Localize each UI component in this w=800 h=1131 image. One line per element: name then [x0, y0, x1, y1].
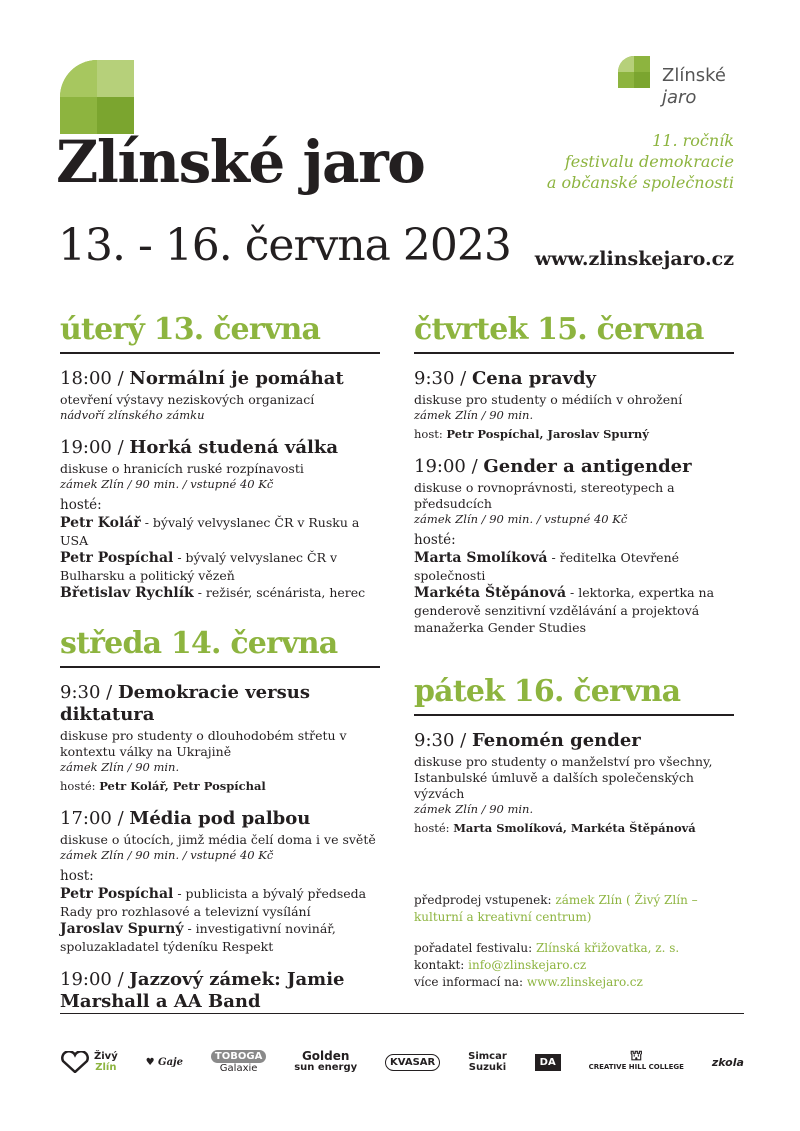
- event-title: [414, 368, 734, 390]
- sponsor-name: Simcar: [468, 1051, 507, 1062]
- event-place: zámek Zlín / 90 min. / vstupné 40 Kč: [60, 848, 274, 862]
- event: [60, 682, 380, 794]
- event-title: [414, 730, 734, 752]
- sponsor-logo: [588, 1048, 684, 1073]
- sponsor-name: CREATIVE HILL COLLEGE: [588, 1063, 684, 1071]
- event-hosts: [414, 820, 734, 836]
- guest: [414, 549, 734, 584]
- event-name: Fenomén gender: [471, 730, 641, 751]
- event: [60, 437, 380, 602]
- sponsor-logo: [294, 1051, 357, 1073]
- guest-role: - režisér, scénárista, herec: [193, 585, 366, 600]
- guest: [60, 920, 380, 955]
- brand-logo-text: Zlínské: [662, 65, 726, 86]
- program-column-left: [60, 312, 380, 1013]
- event-description: diskuse pro studenty o dlouhodobém střetu v kontextu války na Ukrajině: [60, 728, 347, 759]
- event-name: Média pod palbou: [129, 808, 311, 829]
- event-description: otevření výstavy neziskových organizací: [60, 392, 315, 407]
- brand-logo: [618, 56, 738, 112]
- event-place: zámek Zlín / 90 min.: [414, 802, 534, 816]
- hosts-label: host:: [414, 427, 443, 441]
- guest-name: Markéta Štěpánová: [414, 585, 567, 601]
- organizer-label: pořadatel festivalu:: [414, 941, 533, 955]
- event-name: Demokracie versus diktatura: [60, 682, 310, 725]
- guest-name: Petr Pospíchal: [60, 886, 174, 902]
- event: [414, 730, 734, 836]
- organizer-value: Zlínská křižovatka, z. s.: [535, 941, 680, 955]
- event-name: Horká studená válka: [129, 437, 338, 458]
- page-title: Zlínské jaro: [56, 128, 425, 196]
- more-info-link[interactable]: www.zlinskejaro.cz: [526, 975, 643, 989]
- event-place: zámek Zlín / 90 min. / vstupné 40 Kč: [60, 477, 274, 491]
- sponsor-name: Golden: [301, 1049, 350, 1063]
- event-time: 19:00 /: [414, 456, 478, 477]
- event-time: 19:00 /: [60, 437, 124, 458]
- guest-name: Petr Pospíchal: [60, 550, 174, 566]
- tagline-line: festivalu demokracie: [564, 152, 734, 171]
- event-description: diskuse o hranicích ruské rozpínavosti: [60, 461, 304, 476]
- contact-email-link[interactable]: info@zlinskejaro.cz: [468, 958, 587, 972]
- sponsor-logos: [60, 1040, 744, 1084]
- heart-icon: [60, 1051, 90, 1073]
- sponsor-logo: [60, 1051, 118, 1073]
- event-title: [60, 682, 380, 726]
- sponsor-logo: [712, 1057, 744, 1068]
- event-place: zámek Zlín / 90 min.: [414, 408, 534, 422]
- sponsor-logo: [385, 1054, 440, 1071]
- event-time: 9:30 /: [60, 682, 113, 703]
- event: [60, 808, 380, 955]
- program-column-right: [414, 312, 734, 836]
- event-name: Jazzový zámek: Jamie Marshall a AA Band: [60, 969, 345, 1012]
- guests-label: host:: [60, 868, 94, 884]
- event-place: zámek Zlín / 90 min. / vstupné 40 Kč: [414, 512, 628, 526]
- website-link[interactable]: www.zlinskejaro.cz: [534, 248, 734, 270]
- guest: [60, 885, 380, 920]
- sponsor-logo: [146, 1057, 183, 1068]
- organizer-info: [414, 940, 744, 957]
- event-description: diskuse pro studenty o médiích v ohrožení: [414, 392, 683, 407]
- day-heading: úterý 13. června: [60, 312, 380, 354]
- event-place: zámek Zlín / 90 min.: [60, 760, 180, 774]
- guest-name: Petr Kolář: [60, 515, 141, 531]
- presale-info: [414, 892, 744, 926]
- event-time: 19:00 /: [60, 969, 124, 990]
- guests-label: hosté:: [414, 532, 456, 548]
- divider: [60, 1013, 744, 1014]
- event-title: [60, 808, 380, 830]
- festival-logo-icon: [60, 60, 134, 134]
- sponsor-name: DA: [535, 1054, 561, 1071]
- sponsor-logo: [211, 1050, 266, 1074]
- event-description: diskuse o rovnoprávnosti, stereotypech a předsudcích: [414, 480, 675, 511]
- event: [414, 456, 734, 636]
- event-title: [60, 368, 380, 390]
- day-heading: pátek 16. června: [414, 674, 734, 716]
- guest-name: Břetislav Rychlík: [60, 585, 194, 601]
- event-description: diskuse pro studenty o manželství pro všechny, Istanbulské úmluvě a dalších společenských výzvách: [414, 754, 713, 801]
- ticket-info: [414, 892, 744, 991]
- guest-name: Jaroslav Spurný: [60, 921, 184, 937]
- sponsor-name-2: Suzuki: [468, 1062, 507, 1073]
- hosts-label: hosté:: [414, 821, 450, 835]
- guests-label: hosté:: [60, 497, 102, 513]
- guest-role: - lektorka, expertka na genderově senzitivní vzdělávání a projektová manažerka Gender Studies: [414, 585, 715, 635]
- sponsor-name: KVASAR: [385, 1054, 440, 1071]
- brand-logo-icon: [618, 56, 650, 88]
- event: [60, 368, 380, 423]
- event-title: [60, 969, 380, 1013]
- sponsor-name-2: Galaxie: [219, 1063, 258, 1074]
- guest: [60, 549, 380, 584]
- contact-info: [414, 957, 744, 974]
- sponsor-name: zkola: [711, 1055, 744, 1069]
- event-title: [60, 437, 380, 459]
- event: [414, 368, 734, 442]
- more-label: více informací na:: [414, 975, 524, 989]
- more-info: [414, 974, 744, 991]
- event-name: Normální je pomáhat: [129, 368, 344, 389]
- event: [60, 969, 380, 1013]
- guest-role: - bývalý velvyslanec ČR v Rusku a USA: [60, 515, 360, 548]
- contact-label: kontakt:: [414, 958, 465, 972]
- festival-tagline: [547, 130, 734, 193]
- brand-logo-text-2: jaro: [662, 87, 697, 108]
- event-title: [414, 456, 734, 478]
- sponsor-logo: [468, 1051, 507, 1073]
- event-time: 9:30 /: [414, 368, 467, 389]
- guest: [60, 584, 380, 602]
- day-heading: čtvrtek 15. června: [414, 312, 734, 354]
- tagline-line: 11. ročník: [652, 131, 734, 150]
- festival-dates: 13. - 16. června 2023: [58, 220, 511, 271]
- presale-value: zámek Zlín ( Živý Zlín – kulturní a kreativní centrum): [414, 893, 698, 924]
- sponsor-name: TOBOGA: [211, 1050, 266, 1063]
- guest-role: - bývalý velvyslanec ČR v Bulharsku a politický vězeň: [60, 550, 338, 583]
- hosts-label: hosté:: [60, 779, 96, 793]
- sponsor-name-2: sun energy: [294, 1062, 358, 1073]
- host-names: Petr Pospíchal, Jaroslav Spurný: [446, 427, 649, 441]
- event-hosts: [60, 778, 380, 794]
- event-name: Cena pravdy: [471, 368, 596, 389]
- event-time: 18:00 /: [60, 368, 124, 389]
- building-icon: ⛫: [629, 1048, 643, 1064]
- sponsor-name: Živý: [94, 1051, 118, 1062]
- host-names: Petr Kolář, Petr Pospíchal: [99, 779, 266, 793]
- event-time: 17:00 /: [60, 808, 124, 829]
- sponsor-logo: [535, 1054, 561, 1071]
- day-heading: středa 14. června: [60, 626, 380, 668]
- tagline-line: a občanské společnosti: [546, 173, 734, 192]
- guest-role: - investigativní novinář, spoluzakladatel týdeníku Respekt: [60, 921, 336, 954]
- event-hosts: [414, 426, 734, 442]
- host-names: Marta Smolíková, Markéta Štěpánová: [453, 821, 696, 835]
- event-name: Gender a antigender: [483, 456, 692, 477]
- sponsor-name: ♥ Gaje: [145, 1056, 184, 1068]
- event-time: 9:30 /: [414, 730, 467, 751]
- guest: [60, 514, 380, 549]
- sponsor-name-2: Zlín: [95, 1062, 117, 1073]
- guest: [414, 584, 734, 636]
- guest-role: - publicista a bývalý předseda Rady pro rozhlasové a televizní vysílání: [60, 886, 367, 919]
- guest-role: - ředitelka Otevřené společnosti: [414, 550, 680, 583]
- event-place: nádvoří zlínského zámku: [60, 408, 205, 422]
- guest-name: Marta Smolíková: [414, 550, 548, 566]
- presale-label: předprodej vstupenek:: [414, 893, 552, 907]
- event-description: diskuse o útocích, jimž média čelí doma i ve světě: [60, 832, 376, 847]
